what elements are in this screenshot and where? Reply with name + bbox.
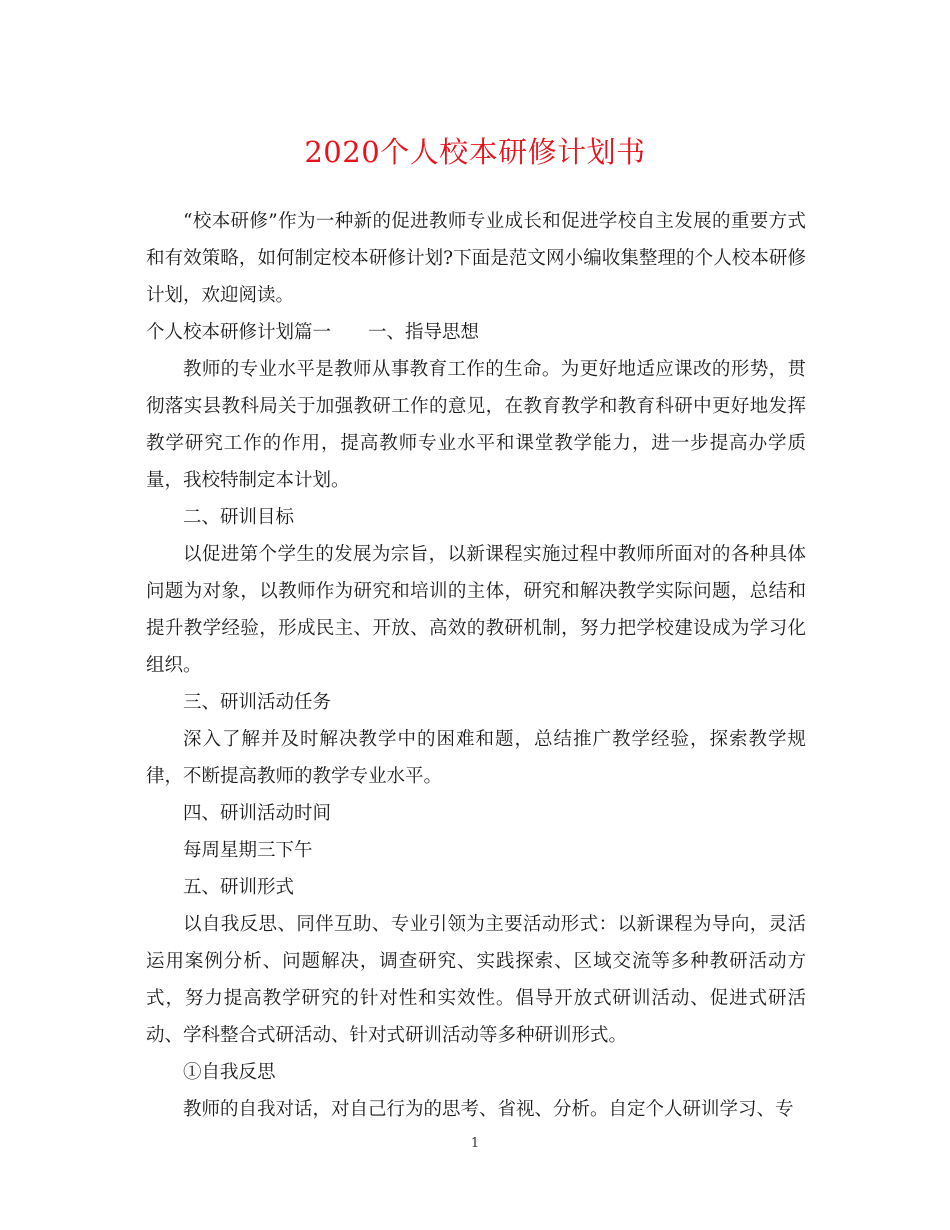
section-heading-tasks: 三、研训活动任务 [183,692,332,713]
section-heading-time: 四、研训活动时间 [183,803,332,824]
paragraph-guiding-thought: 教师的专业水平是教师从事教育工作的生命。为更好地适应课改的形势，贯彻落实县教科局关于加强教研工作的意见，在教育教学和教育科研中更好地发挥教学研究工作的作用，提高教师专业水平和课堂教学能力，进一步提高办学质量，我校特制定本计划。 [146,359,806,491]
subheading-self-reflection: ①自我反思 [183,1062,276,1083]
document-title: 2020个人校本研修计划书 [304,135,646,169]
paragraph-goals: 以促进第个学生的发展为宗旨，以新课程实施过程中教师所面对的各种具体问题为对象，以教师作为研究和培训的主体，研究和解决教学实际问题，总结和提升教学经验，形成民主、开放、高效的教研机制，努力把学校建设成为学习化组织。 [146,544,806,676]
paragraph-intro: “校本研修”作为一种新的促进教师专业成长和促进学校自主发展的重要方式和有效策略，如何制定校本研修计划?下面是范文网小编收集整理的个人校本研修计划，欢迎阅读。 [146,211,806,306]
paragraph-forms: 以自我反思、同伴互助、专业引领为主要活动形式：以新课程为导向，灵活运用案例分析、问题解决，调查研究、实践探索、区域交流等多种教研活动方式，努力提高教学研究的针对性和实效性。倡导开放式研训活动、促进式研活动、学科整合式研活动、针对式研训活动等多种研训形式。 [146,914,806,1046]
page-number: 1 [470,1136,480,1151]
section-heading-plan-one: 个人校本研修计划篇一 一、指导思想 [146,322,480,343]
section-heading-forms: 五、研训形式 [183,877,295,898]
paragraph-tasks: 深入了解并及时解决教学中的困难和题，总结推广教学经验，探索教学规律，不断提高教师的教学专业水平。 [146,729,806,787]
paragraph-time: 每周星期三下午 [183,840,313,861]
paragraph-self-reflection: 教师的自我对话，对自己行为的思考、省视、分析。自定个人研训学习、专 [183,1099,794,1120]
document-body [146,203,806,1128]
section-heading-goals: 二、研训目标 [183,507,295,528]
